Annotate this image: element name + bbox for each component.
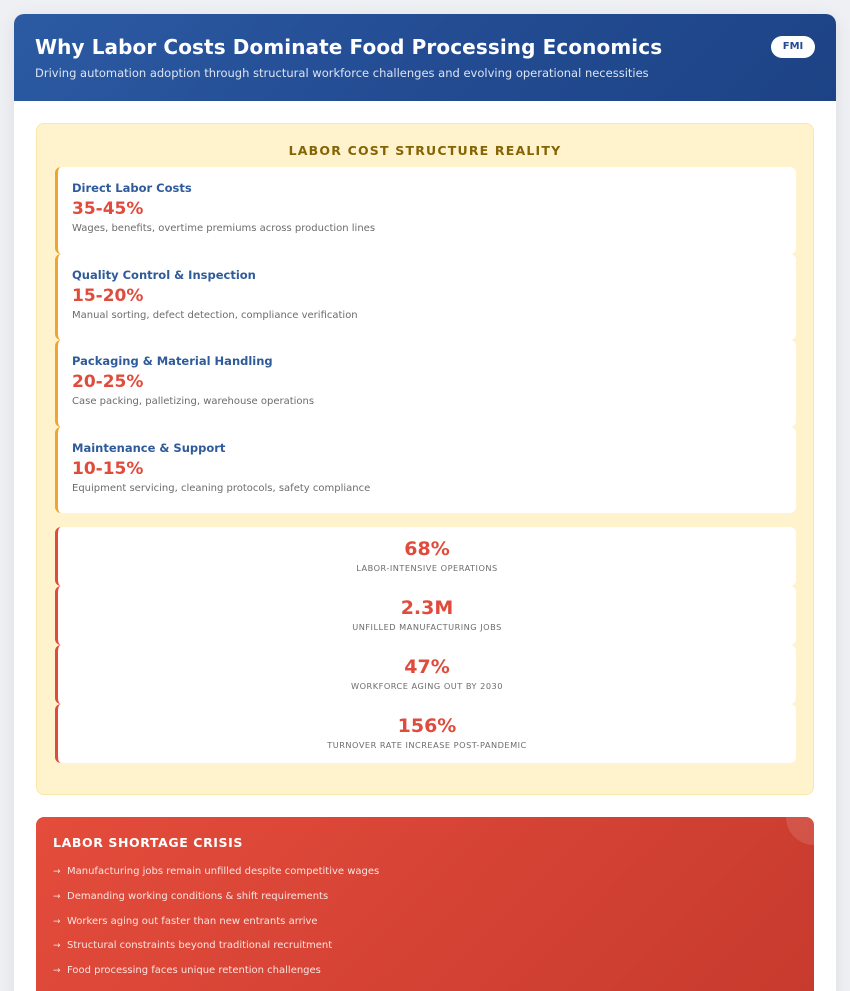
list-item [53, 934, 796, 959]
shortage-list [53, 860, 796, 984]
arrow-right-icon: → [53, 941, 61, 952]
list-item-text: Structural constraints beyond traditional recruitment [67, 940, 333, 952]
cost-card-packaging [55, 340, 796, 427]
arrow-right-icon: → [53, 891, 61, 902]
cost-card-maintenance [55, 427, 796, 514]
cost-value: 20-25% [72, 372, 144, 392]
panel-heading: LABOR COST STRUCTURE REALITY [288, 143, 562, 158]
list-item [53, 860, 796, 885]
list-item [53, 885, 796, 910]
cost-card-quality-control [55, 254, 796, 341]
stat-value: 156% [397, 715, 457, 737]
cost-value: 10-15% [72, 458, 144, 479]
cost-value: 35-45% [72, 199, 144, 219]
arrow-right-icon: → [53, 966, 61, 977]
arrow-right-icon: → [53, 867, 61, 877]
stat-label: LABOR-INTENSIVE OPERATIONS [356, 563, 498, 573]
cost-description: Case packing, palletizing, warehouse operations [72, 396, 315, 407]
list-item [53, 959, 796, 984]
infographic-card [14, 14, 836, 991]
stat-card-unfilled-jobs [55, 586, 796, 645]
shortage-heading: LABOR SHORTAGE CRISIS [53, 835, 244, 850]
cost-description: Wages, benefits, overtime premiums across production lines [72, 223, 376, 234]
cost-title: Packaging & Material Handling [72, 354, 273, 368]
cost-list [55, 167, 796, 513]
list-item-text: Manufacturing jobs remain unfilled despite competitive wages [67, 866, 380, 877]
list-item-text: Demanding working conditions & shift requirements [67, 890, 329, 902]
page-subtitle: Driving automation adoption through structural workforce challenges and evolving operational necessities [35, 66, 649, 80]
stat-value: 2.3M [400, 597, 454, 619]
list-item-text: Workers aging out faster than new entrants arrive [67, 915, 318, 927]
fmi-badge: FMI [771, 36, 815, 58]
cost-title: Quality Control & Inspection [72, 267, 256, 282]
list-item [53, 910, 796, 935]
labor-shortage-panel [36, 817, 814, 991]
stat-label: UNFILLED MANUFACTURING JOBS [352, 622, 502, 632]
stat-card-workforce-aging [55, 645, 796, 704]
cost-title: Maintenance & Support [72, 440, 226, 455]
cost-description: Equipment servicing, cleaning protocols, safety compliance [72, 482, 371, 494]
stat-card-turnover [55, 704, 796, 763]
stat-label: WORKFORCE AGING OUT BY 2030 [351, 681, 503, 691]
cost-value: 15-20% [72, 285, 144, 306]
list-item-text: Food processing faces unique retention challenges [67, 965, 321, 977]
labor-cost-structure-panel [36, 123, 814, 795]
arrow-right-icon: → [53, 916, 61, 927]
stat-card-labor-intensive [55, 527, 796, 586]
cost-title: Direct Labor Costs [72, 181, 192, 195]
stat-list [55, 527, 796, 763]
page-title: Why Labor Costs Dominate Food Processing Economics [35, 35, 663, 59]
header [14, 14, 836, 101]
stat-value: 68% [404, 538, 450, 560]
stat-label: TURNOVER RATE INCREASE POST-PANDEMIC [327, 740, 527, 750]
cost-card-direct-labor [55, 167, 796, 254]
stat-value: 47% [404, 656, 450, 678]
cost-description: Manual sorting, defect detection, compliance verification [72, 309, 358, 321]
